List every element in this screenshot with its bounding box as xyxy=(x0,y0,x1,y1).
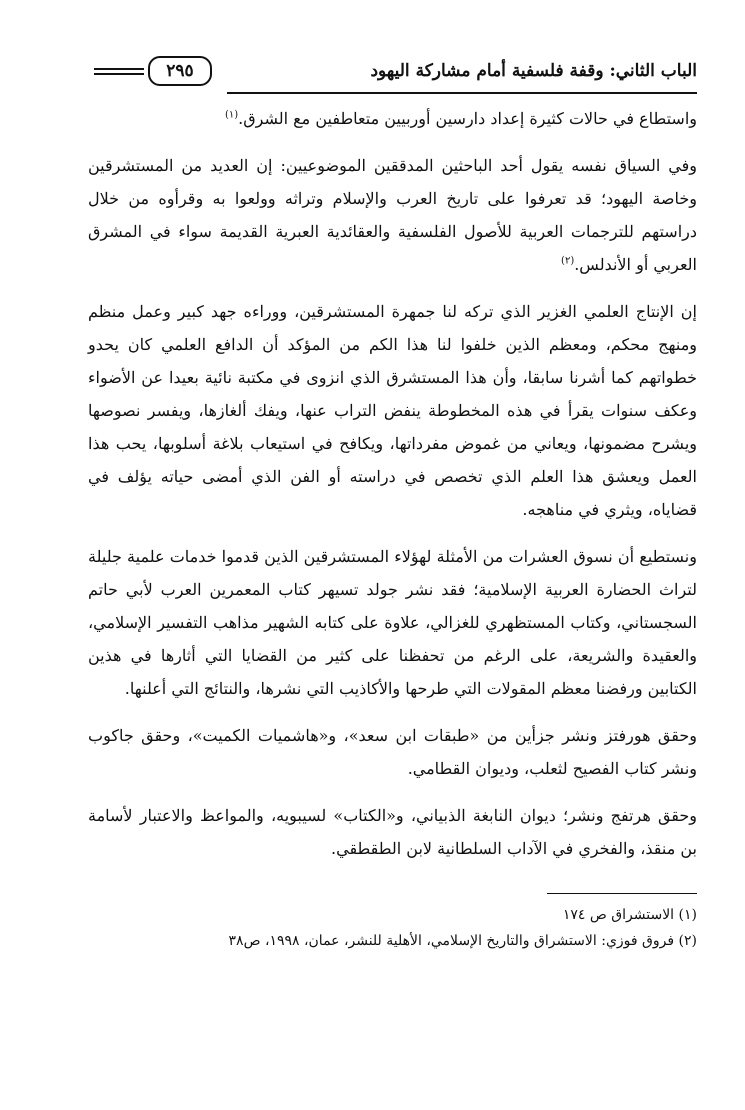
paragraph-3 xyxy=(88,295,697,526)
body-text xyxy=(88,102,697,865)
paragraph-4 xyxy=(88,540,697,705)
page-number-group xyxy=(88,56,212,86)
header-ornament-rules xyxy=(94,65,144,78)
paragraph-text: واستطاع في حالات كثيرة إعداد دارسين أوربيين متعاطفين مع الشرق. xyxy=(238,109,697,128)
footnote-2: (٢) فروق فوزي: الاستشراق والتاريخ الإسلامي، الأهلية للنشر، عمان، ١٩٩٨، ص٣٨ xyxy=(228,933,697,949)
chapter-title: الباب الثاني: وقفة فلسفية أمام مشاركة اليهود xyxy=(370,61,697,81)
paragraph-text: وحقق هرتفج ونشر؛ ديوان النابغة الذبياني، و«الكتاب» لسيبويه، والمواعظ والاعتبار لأسامة بن منقذ، والفخري في الآداب السلطانية لابن الطقطقي. xyxy=(88,806,697,858)
paragraph-text: وفي السياق نفسه يقول أحد الباحثين المدققين الموضوعيين: إن العديد من المستشرقين وخاصة اليهود؛ قد تعرفوا على تاريخ العرب والإسلام وتراثه وولعوا به وقرأوه من خلال دراستهم للترجمات العربية للأصول الفلسفية والعقائدية العبرية القديمة سواء في المشرق العربي أو الأندلس. xyxy=(88,156,697,274)
book-page xyxy=(88,48,697,1088)
paragraph-5 xyxy=(88,719,697,785)
footnote-divider xyxy=(547,893,697,894)
footnote-marker: (١) xyxy=(224,109,239,121)
paragraph-6 xyxy=(88,799,697,865)
paragraph-text: إن الإنتاج العلمي الغزير الذي تركه لنا جمهرة المستشرقين، ووراءه جهد كبير وعمل منظم ومنهج محكم، ومعظم الذين خلفوا لنا هذا الكم من المؤكد أن الدافع العلمي كان يحدو خطواتهم كما أشرنا سابقا، وأن هذا المستشرق الذي انزوى في مكتبة نائية بعيدا عن الأضواء وعكف سنوات يقرأ في هذه المخطوطة ينفض التراب عنها، ويفك ألغازها، ويفسر نصوصها ويشرح مضمونها، ويعاني من غموض مفرداتها، ويكافح في استيعاب بلاغة أسلوبها، يحب هذا العمل ويعشق هذا العلم الذي تخصص في دراسته أو الفن الذي أمضى حياته يؤلف في قضاياه، ويثري في مناهجه. xyxy=(88,302,697,519)
header-divider xyxy=(227,92,697,94)
footnote-1: (١) الاستشراق ص ١٧٤ xyxy=(562,907,697,923)
paragraph-text: ونستطيع أن نسوق العشرات من الأمثلة لهؤلاء المستشرقين الذين قدموا خدمات علمية جليلة لتراث الحضارة العربية الإسلامية؛ فقد نشر جولد تسيهر كتاب المعمرين العرب لأبي حاتم السجستاني، وكتاب المستظهري للغزالي، علاوة على كتابه الشهير مذاهب التفسير الإسلامي، والعقيدة والشريعة، على الرغم من تحفظنا على كثير من القضايا التي أثارها في هذين الكتابين ورفضنا معظم المقولات التي طرحها والأكاذيب التي نشرها، والنتائج التي أعلنها. xyxy=(88,547,698,698)
paragraph-text: وحقق هورفتز ونشر جزأين من «طبقات ابن سعد»، و«هاشميات الكميت»، وحقق جاكوب ونشر كتاب الفصيح لثعلب، وديوان القطامي. xyxy=(88,726,697,778)
page-header xyxy=(88,48,697,94)
paragraph-1 xyxy=(88,102,697,135)
paragraph-2 xyxy=(88,149,697,281)
page-number: ٢٩٥ xyxy=(148,56,212,86)
footnote-marker: (٢) xyxy=(561,255,575,267)
